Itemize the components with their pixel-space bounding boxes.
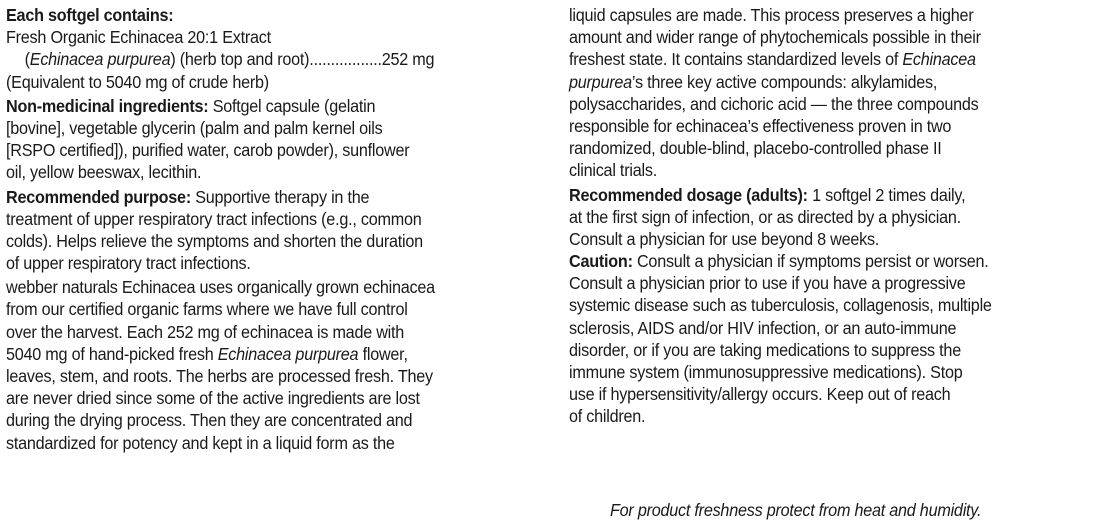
desc-cont-line-2: amount and wider range of phytochemicals possible in their (569, 27, 981, 48)
nonmed-line-1 (6, 95, 508, 117)
caution-line-6: immune system (immunosuppressive medications). Stop (569, 362, 963, 382)
desc-cont-line-6: responsible for echinacea’s effectiveness proven in two (569, 115, 952, 136)
desc-cont-line-7: randomized, double-blind, placebo-controlled phase II (569, 138, 942, 159)
caution-line-3: systemic disease such as tuberculosis, collagenosis, multiple (569, 295, 992, 316)
species-close: ) (herb top and root) (170, 49, 310, 70)
species-open: ( (24, 49, 30, 70)
purpose-line-2: treatment of upper respiratory tract infections (e.g., common (6, 208, 422, 229)
caution-line-8: of children. (569, 406, 646, 427)
description-line-6: are never dried since some of the active ingredients are lost (6, 388, 420, 409)
dosage-section (569, 184, 1103, 251)
caution-text-1: Consult a physician if symptoms persist or worsen. (632, 251, 989, 272)
purpose-heading: Recommended purpose: (6, 186, 191, 207)
caution-line-1 (569, 250, 1066, 272)
description-species-after: flower, (358, 343, 408, 364)
species-name: Echinacea purpurea (29, 49, 171, 70)
description-line-3: over the harvest. Each 252 mg of echinacea is made with (6, 321, 405, 342)
description-line-2: from our certified organic farms where we have full control (6, 299, 408, 320)
desc-cont-line-5: polysaccharides, and cichoric acid — the three compounds (569, 93, 979, 114)
desc-cont-line-3 (569, 48, 1066, 70)
description-line-7: during the drying process. Then they are concentrated and (6, 410, 413, 431)
desc-cont-line-1: liquid capsules are made. This process preserves a higher (569, 5, 974, 25)
nonmed-line-4: oil, yellow beeswax, lecithin. (6, 162, 202, 183)
description-line-1: webber naturals Echinacea uses organically grown echinacea (6, 277, 435, 298)
description-species-before: 5040 mg of hand-picked fresh (6, 343, 218, 364)
description-line-8: standardized for potency and kept in a liquid form as the (6, 432, 395, 453)
caution-line-2: Consult a physician prior to use if you have a progressive (569, 273, 966, 294)
caution-section (569, 250, 1103, 428)
nonmed-heading: Non-medicinal ingredients: (6, 95, 209, 116)
dosage-heading: Recommended dosage (adults): (569, 184, 808, 205)
description-line-5: leaves, stem, and roots. The herbs are processed fresh. They (6, 366, 433, 386)
description-species: Echinacea purpurea (217, 343, 359, 364)
dosage-line-2: at the first sign of infection, or as directed by a physician. (569, 206, 961, 227)
description-section (6, 276, 546, 454)
caution-line-4: sclerosis, AIDS and/or HIV infection, or an auto-immune (569, 317, 957, 338)
purpose-section (6, 186, 546, 275)
purpose-text-1: Supportive therapy in the (190, 186, 370, 207)
description-line-4 (6, 343, 508, 365)
std-after: ’s three key active compounds: alkylamides, (631, 71, 938, 92)
contains-heading: Each softgel contains: (6, 5, 174, 25)
nonmed-line-2: [bovine], vegetable glycerin (palm and palm kernel oils (6, 117, 383, 138)
extract-name: Fresh Organic Echinacea 20:1 Extract (6, 27, 271, 48)
storage-note: For product freshness protect from heat and humidity. (610, 500, 982, 520)
caution-line-5: disorder, or if you are taking medications to suppress the (569, 339, 961, 360)
dose-amount: 252 mg (381, 49, 435, 70)
caution-heading: Caution: (569, 251, 633, 272)
dosage-line-3: Consult a physician for use beyond 8 weeks. (569, 228, 880, 249)
purpose-line-4: of upper respiratory tract infections. (6, 253, 251, 274)
purpose-line-1 (6, 186, 508, 208)
purpose-line-3: colds). Helps relieve the symptoms and shorten the duration (6, 230, 423, 251)
desc-cont-line-4 (569, 71, 1066, 93)
std-before: freshest state. It contains standardized levels of (569, 49, 903, 70)
right-column (569, 4, 1103, 428)
nonmed-text-1: Softgel capsule (gelatin (208, 95, 376, 116)
std-species: Echinacea (902, 49, 976, 70)
left-column (6, 4, 546, 454)
nonmed-line-3: [RSPO certified]), purified water, carob powder), sunflower (6, 140, 410, 161)
desc-cont-line-8: clinical trials. (569, 160, 657, 181)
caution-line-7: use if hypersensitivity/allergy occurs. Keep out of reach (569, 384, 951, 405)
dose-leader: ................. (309, 49, 382, 70)
description-continued-section (569, 4, 1103, 182)
extract-dose-line (6, 48, 508, 70)
equivalent-note: (Equivalent to 5040 mg of crude herb) (6, 71, 269, 92)
dosage-line-1 (569, 184, 1066, 206)
nonmedicinal-section (6, 95, 546, 184)
std-species-2: purpurea (569, 71, 632, 92)
dosage-text-1: 1 softgel 2 times daily, (807, 184, 966, 205)
